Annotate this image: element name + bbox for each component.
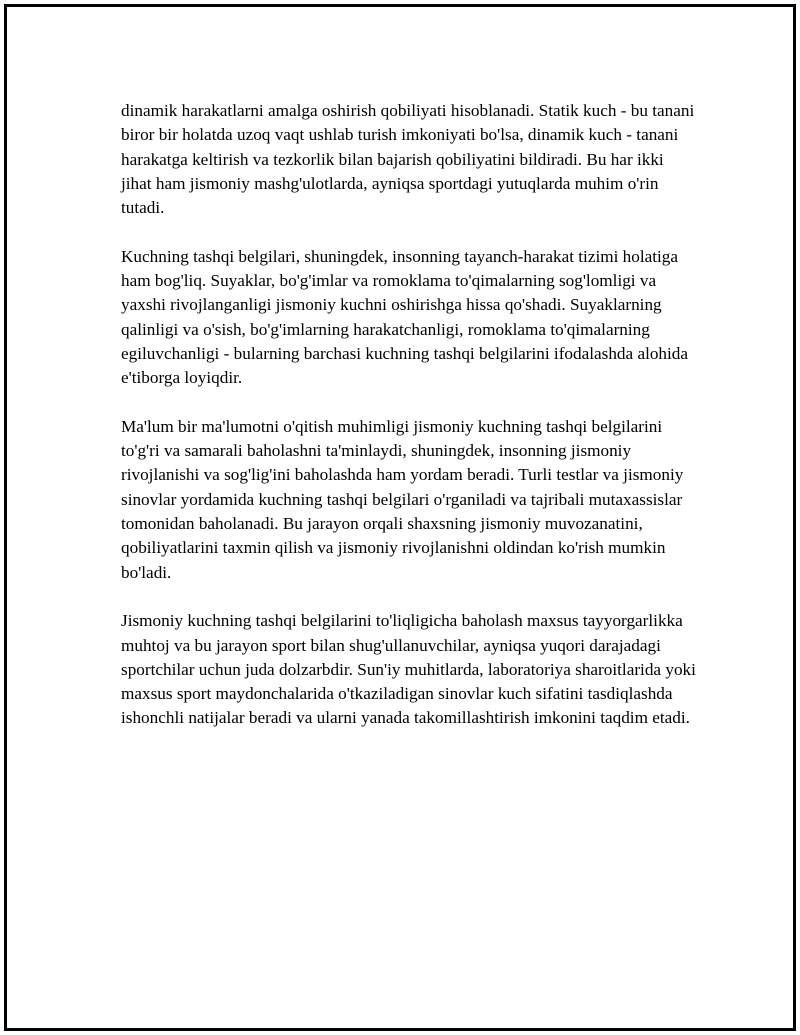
paragraph: dinamik harakatlarni amalga oshirish qobiliyati hisoblanadi. Statik kuch - bu tanani biror bir holatda uzoq vaqt ushlab turish imkoniyati bo'lsa, dinamik kuch - tanani harakatga keltirish va tezkorlik bilan bajarish qobiliyatini bildiradi. Bu har ikki jihat ham jismoniy mashg'ulotlarda, ayniqsa sportdagi yutuqlarda muhim o'rin tutadi. bbox=[121, 101, 695, 218]
paragraph: Ma'lum bir ma'lumotni o'qitish muhimligi jismoniy kuchning tashqi belgilarini to'g'ri va samarali baholashni ta'minlaydi, shuningdek, insonning jismoniy rivojlanishi va sog'lig'ini baholashda ham yordam beradi. Turli testlar va jismoniy sinovlar yordamida kuchning tashqi belgilari o'rganiladi va tajribali mutaxassislar tomonidan baholanadi. Bu jarayon orqali shaxsning jismoniy muvozanatini, qobiliyatlarini taxmin qilish va jismoniy rivojlanishni oldindan ko'rish mumkin bo'ladi. bbox=[121, 416, 684, 582]
page-frame bbox=[4, 4, 796, 1031]
paragraph: Jismoniy kuchning tashqi belgilarini to'liqligicha baholash maxsus tayyorgarlikka muhtoj va bu jarayon sport bilan shug'ullanuvchilar, ayniqsa yuqori darajadagi sportchilar uchun juda dolzarbdir. Sun'iy muhitlarda, laboratoriya sharoitlarida yoki maxsus sport maydonchalarida o'tkaziladigan sinovlar kuch sifatini tasdiqlashda ishonchli natijalar beradi va ularni yanada takomillashtirish imkonini taqdim etadi. bbox=[121, 611, 696, 728]
document-body bbox=[121, 99, 696, 755]
paragraph: Kuchning tashqi belgilari, shuningdek, insonning tayanch-harakat tizimi holatiga ham bog'liq. Suyaklar, bo'g'imlar va romoklama to'qimalarning sog'lomligi va yaxshi rivojlanganligi jismoniy kuchni oshirishga hissa qo'shadi. Suyaklarning qalinligi va o'sish, bo'g'imlarning harakatchanligi, romoklama to'qimalarning egiluvchanligi - bularning barchasi kuchning tashqi belgilarini ifodalashda alohida e'tiborga loyiqdir. bbox=[121, 246, 689, 388]
